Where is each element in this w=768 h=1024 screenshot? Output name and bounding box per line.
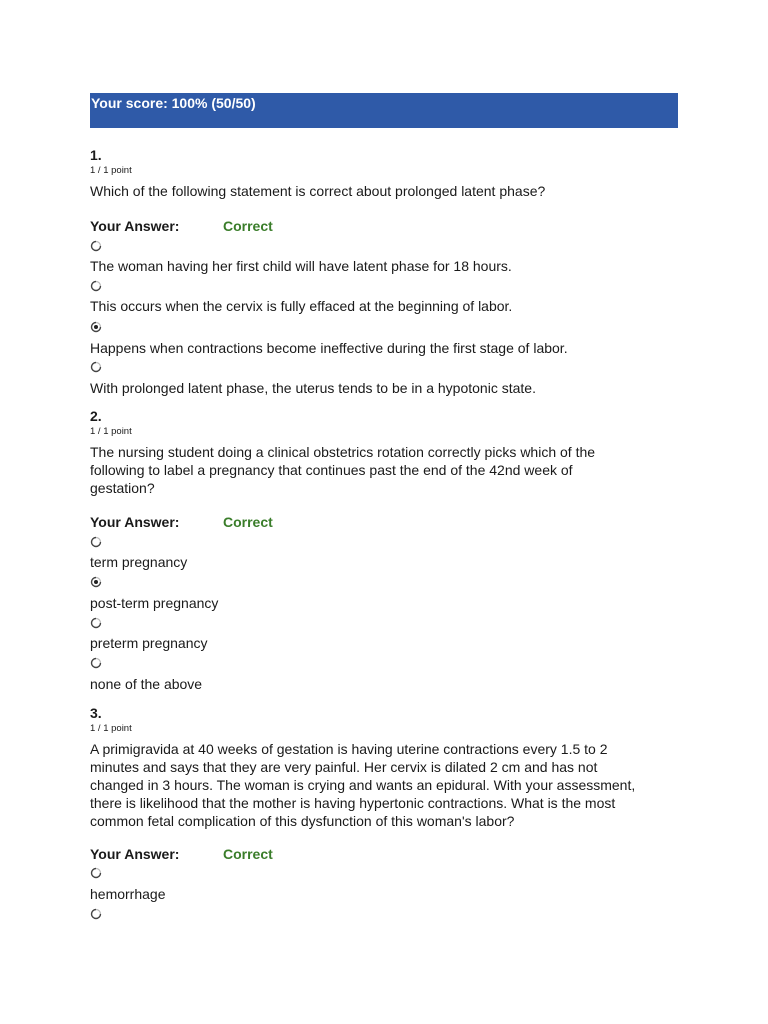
radio-icon[interactable] <box>90 361 102 373</box>
question-2-status: Correct <box>223 514 273 530</box>
question-3-text <box>90 740 650 830</box>
question-3-text-line: changed in 3 hours. The woman is crying and wants an epidural. With your assessment, <box>90 777 636 793</box>
question-1-number: 1. <box>90 147 102 163</box>
question-2-number: 2. <box>90 408 102 424</box>
question-1-points: 1 / 1 point <box>90 165 132 176</box>
radio-icon[interactable] <box>90 657 102 669</box>
question-3-option-1: hemorrhage <box>90 886 166 902</box>
question-2-option-2: post-term pregnancy <box>90 595 219 611</box>
radio-icon[interactable] <box>90 240 102 252</box>
radio-icon[interactable] <box>90 867 102 879</box>
radio-icon[interactable] <box>90 617 102 629</box>
question-1-answer-label: Your Answer: <box>90 218 180 234</box>
question-2-text-line: The nursing student doing a clinical obstetrics rotation correctly picks which of the <box>90 444 596 460</box>
question-3-text-line: there is likelihood that the mother is having hypertonic contractions. What is the most <box>90 795 616 811</box>
question-2-points: 1 / 1 point <box>90 426 132 437</box>
question-1-text: Which of the following statement is correct about prolonged latent phase? <box>90 183 546 199</box>
question-2-option-4: none of the above <box>90 676 203 692</box>
radio-selected-icon[interactable] <box>90 321 102 333</box>
radio-icon[interactable] <box>90 536 102 548</box>
question-2-answer-label: Your Answer: <box>90 514 180 530</box>
score-text: Your score: 100% (50/50) <box>91 95 256 111</box>
question-2-text-line: gestation? <box>90 480 155 496</box>
question-3-number: 3. <box>90 705 102 721</box>
question-1-status: Correct <box>223 218 273 234</box>
question-1-option-2: This occurs when the cervix is fully effaced at the beginning of labor. <box>90 298 513 314</box>
radio-selected-icon[interactable] <box>90 576 102 588</box>
question-3-text-line: minutes and says that they are very painful. Her cervix is dilated 2 cm and has not <box>90 759 598 775</box>
question-3-text-line: A primigravida at 40 weeks of gestation is having uterine contractions every 1.5 to 2 <box>90 741 608 757</box>
question-2-text <box>90 443 650 497</box>
question-2-text-line: following to label a pregnancy that continues past the end of the 42nd week of <box>90 462 573 478</box>
question-2-option-1: term pregnancy <box>90 554 188 570</box>
question-1-option-1: The woman having her first child will have latent phase for 18 hours. <box>90 258 512 274</box>
question-3-status: Correct <box>223 846 273 862</box>
question-2-option-3: preterm pregnancy <box>90 635 208 651</box>
question-1-option-4: With prolonged latent phase, the uterus tends to be in a hypotonic state. <box>90 380 536 396</box>
radio-icon[interactable] <box>90 908 102 920</box>
radio-icon[interactable] <box>90 280 102 292</box>
score-banner <box>90 93 678 128</box>
question-3-answer-label: Your Answer: <box>90 846 180 862</box>
question-1-option-3: Happens when contractions become ineffective during the first stage of labor. <box>90 340 568 356</box>
question-3-points: 1 / 1 point <box>90 723 132 734</box>
question-3-text-line: common fetal complication of this dysfunction of this woman's labor? <box>90 813 515 829</box>
